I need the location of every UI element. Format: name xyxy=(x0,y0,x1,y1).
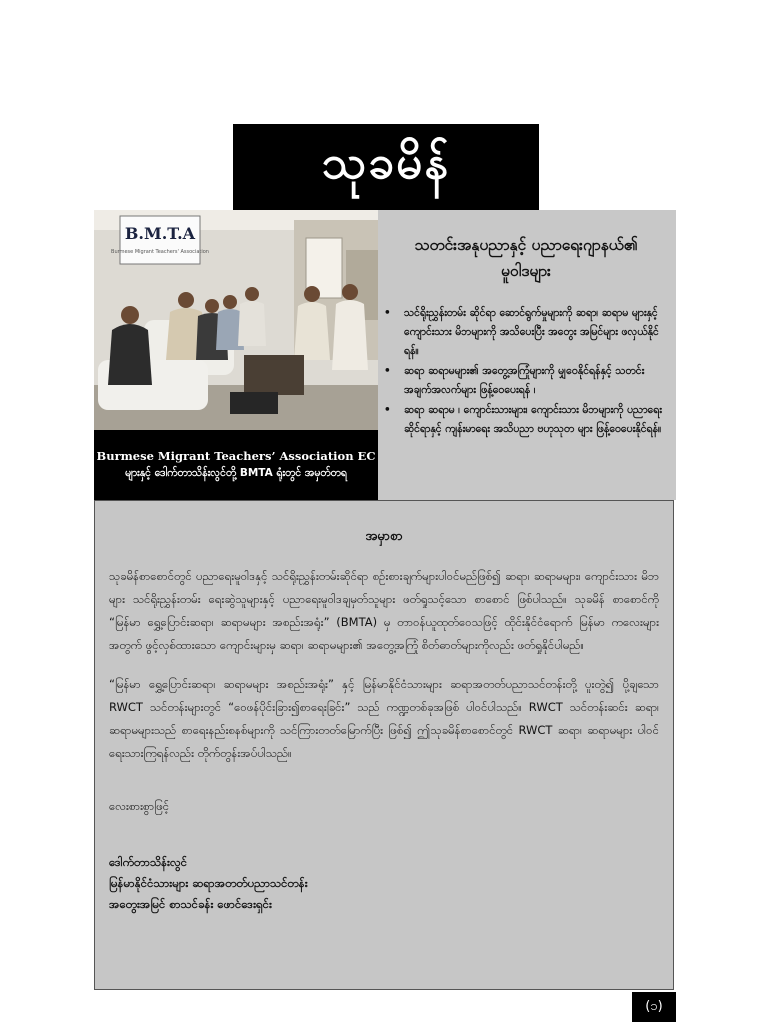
policy-item xyxy=(382,362,670,400)
sign-text: B.M.T.A xyxy=(124,224,196,243)
sign-subtext: Burmese Migrant Teachers' Association xyxy=(111,249,209,255)
feature-policies xyxy=(382,232,670,440)
closing-salutation: လေးစားစွာဖြင့် xyxy=(109,799,170,813)
photo-caption xyxy=(94,430,378,500)
policy-item-text: သင်ရိုးညွှန်းတမ်း ဆိုင်ရာ ဆောင်ရွက်မှုများကို ဆရာ၊ ဆရာမ များနှင့် ကျောင်းသား မိဘများကို အသိပေးပြီး အတွေး အမြင်များ ဖလှယ်နိုင်ရန်။ xyxy=(404,307,659,357)
policy-item-text: ဆရာ ဆရာမ ၊ ကျောင်းသားများ၊ ကျောင်းသား မိဘများကို ပညာရေး ဆိုင်ရာနှင့် ကျန်းမာရေး အသိပညာ ဗဟုသုတ များ ဖြန့်ဝေပေးနိုင်ရန်။ xyxy=(404,404,662,435)
feature-heading-line2: မူဝါဒများ xyxy=(501,262,551,280)
signature-name: ဒေါက်တာသိန်းလွင် xyxy=(109,855,188,869)
signature-organization: မြန်မာနိုင်ငံသားများ ဆရာအတတ်ပညာသင်တန်း xyxy=(109,876,308,890)
masthead-title: သုခမိန် xyxy=(321,134,451,189)
feature-heading xyxy=(382,232,670,284)
feature-heading-line1: သတင်းအနုပညာနှင့် ပညာရေးဂျာနယ်၏ xyxy=(414,236,638,254)
editorial-paragraph-2: “မြန်မာ ရွှေ့ပြောင်းဆရာ၊ ဆရာမများ အစည်းအရုံး” နှင့် မြန်မာနိုင်ငံသားများ ဆရာအတတ်ပညာသင်တန်းတို့ ပူးတွဲ၍ ပို့ချသော RWCT သင်တန်းများတွင် “ဝေဖန်ပိုင်းခြား၍စာရေးခြင်း” သည် ကဏ္ဍတစ်ခုအဖြစ် ပါဝင်ပါသည်။ RWCT သင်တန်းဆင်း ဆရာ၊ ဆရာမများသည် စာရေးနည်းစနစ်များကို သင်ကြားတတ်မြောက်ပြီး ဖြစ်၍ ဤသုခမိန်စာစောင်တွင် RWCT ဆရာ၊ ဆရာမများ ပါဝင် ရေးသားကြရန်လည်း တိုက်တွန်းအပ်ပါသည်။ xyxy=(109,677,659,760)
bullet-icon: • xyxy=(384,307,391,319)
bullet-icon: • xyxy=(384,404,391,416)
photo-caption-burmese: များနှင့် ဒေါက်တာသိန်းလွင်တို့ BMTA ရုံးတွင် အမှတ်တရ xyxy=(125,467,347,479)
policy-list xyxy=(382,304,670,439)
editorial-paragraph-1: သုခမိန်စာစောင်တွင် ပညာရေးမူဝါဒနှင့် သင်ရိုးညွှန်းတမ်းဆိုင်ရာ စဉ်းစားချက်များပါဝင်မည်ဖြစ်၍ ဆရာ၊ ဆရာမများ၊ ကျောင်းသား မိဘများ သင်ရိုးညွှန်းတမ်း ရေးဆွဲသူများနှင့် ပညာရေးမူဝါဒချမှတ်သူများ ဖတ်ရှုသင့်သော စာစောင် ဖြစ်ပါသည်။ သုခမိန် စာစောင်ကို “မြန်မာ ရွှေ့ပြောင်းဆရာ၊ ဆရာမများ အစည်းအရုံး” (BMTA) မှ တာဝန်ယူထုတ်ဝေသဖြင့် ထိုင်းနိုင်ငံရောက် မြန်မာ ကလေးများ အတွက် ဖွင့်လှစ်ထားသော ကျောင်းများမှ ဆရာ၊ ဆရာမများ၏ အတွေ့အကြုံ စိတ်ဓာတ်များကိုလည်း ဖတ်ရှုနိုင်ပါမည်။ xyxy=(109,569,659,652)
signature-block xyxy=(109,852,659,915)
policy-item xyxy=(382,304,670,361)
policy-item xyxy=(382,401,670,439)
page-number: (၁) xyxy=(632,992,676,1022)
policy-item-text: ဆရာ ဆရာမများ၏ အတွေ့အကြုံများကို မျှဝေနိုင်ရန်နှင့် သတင်း အချက်အလက်များ ဖြန့်ဝေပေးရန် ၊ xyxy=(404,365,645,396)
editorial-title: အမှာစာ xyxy=(365,529,403,544)
group-photo xyxy=(94,210,378,430)
group-photo-illustration xyxy=(94,210,378,430)
photo-caption-english: Burmese Migrant Teachers’ Association EC xyxy=(96,449,376,463)
bullet-icon: • xyxy=(384,365,391,377)
editorial-box xyxy=(94,500,674,990)
masthead xyxy=(233,124,539,210)
signature-foundation: အတွေးအမြင် စာသင်ခန်း ဖောင်ဒေးရှင်း xyxy=(109,897,272,911)
